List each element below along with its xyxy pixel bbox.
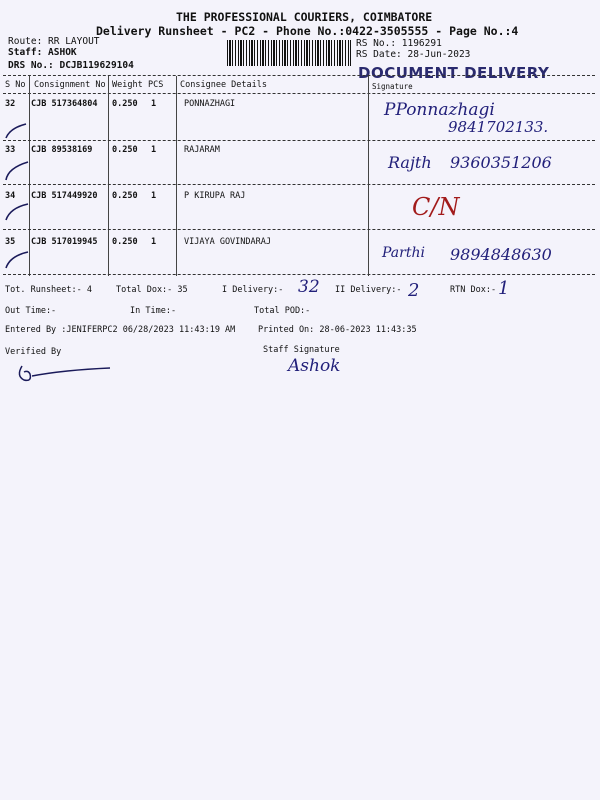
- row-divider: [3, 140, 595, 141]
- total-pod: Total POD:-: [254, 306, 311, 316]
- row-signature-phone: 9360351206: [450, 153, 552, 172]
- row-divider: [3, 184, 595, 185]
- col-divider: [368, 76, 369, 276]
- row-consignee: PONNAZHAGI: [184, 99, 236, 109]
- rs-number: RS No.: 1196291: [356, 38, 442, 49]
- tick-mark: [4, 200, 30, 224]
- row-sno: 33: [5, 145, 16, 155]
- col-divider: [176, 76, 177, 276]
- row-signature-phone: 9841702133.: [448, 118, 549, 136]
- row-sno: 32: [5, 99, 16, 109]
- row-weight: 0.250: [112, 145, 138, 155]
- rtn-dox: RTN Dox:-: [450, 285, 497, 295]
- ii-delivery: II Delivery:-: [335, 285, 402, 295]
- row-signature-phone: 9894848630: [450, 245, 552, 264]
- document-delivery-stamp: DOCUMENT DELIVERY: [358, 64, 550, 82]
- ii-delivery-value: 2: [408, 280, 420, 301]
- rtn-dox-value: 1: [498, 278, 510, 299]
- row-pcs: 1: [151, 145, 157, 155]
- col-sno: S No: [5, 80, 26, 90]
- row-consignee: VIJAYA GOVINDARAJ: [184, 237, 271, 247]
- tot-runsheet: Tot. Runsheet:- 4: [5, 285, 92, 295]
- staff-signature: Ashok: [288, 356, 341, 376]
- row-sno: 35: [5, 237, 16, 247]
- col-consignee: Consignee Details: [180, 80, 267, 90]
- staff-signature-label: Staff Signature: [263, 345, 340, 355]
- staff-label: Staff: ASHOK: [8, 47, 77, 58]
- row-pcs: 1: [151, 237, 157, 247]
- total-dox: Total Dox:- 35: [116, 285, 188, 295]
- col-consignment: Consignment No: [34, 80, 106, 90]
- row-sno: 34: [5, 191, 16, 201]
- out-time: Out Time:-: [5, 306, 57, 316]
- row-consignee: RAJARAM: [184, 145, 220, 155]
- entered-by: Entered By :JENIFERPC2 06/28/2023 11:43:19 AM: [5, 325, 236, 335]
- row-weight: 0.250: [112, 237, 138, 247]
- row-consignment: CJB 517449920: [31, 191, 98, 201]
- rs-date: RS Date: 28-Jun-2023: [356, 49, 471, 60]
- i-delivery: I Delivery:-: [222, 285, 284, 295]
- col-pcs: PCS: [148, 80, 164, 90]
- row-signature: PPonnazhagi: [384, 100, 495, 120]
- row-divider: [3, 229, 595, 230]
- barcode: [227, 40, 351, 66]
- row-divider: [3, 274, 595, 275]
- route-label: Route: RR LAYOUT: [8, 36, 100, 47]
- in-time: In Time:-: [130, 306, 177, 316]
- col-signature: Signature: [372, 82, 413, 91]
- row-signature: Parthi: [382, 245, 425, 261]
- row-signature: C/N: [412, 193, 460, 221]
- verified-by-label: Verified By: [5, 347, 62, 357]
- tick-mark: [4, 118, 28, 142]
- row-weight: 0.250: [112, 99, 138, 109]
- row-consignee: P KIRUPA RAJ: [184, 191, 246, 201]
- tick-mark: [4, 158, 30, 184]
- col-weight: Weight: [112, 80, 143, 90]
- tick-mark: [4, 248, 30, 272]
- row-pcs: 1: [151, 191, 157, 201]
- row-pcs: 1: [151, 99, 157, 109]
- printed-on: Printed On: 28-06-2023 11:43:35: [258, 325, 417, 335]
- row-consignment: CJB 89538169: [31, 145, 93, 155]
- row-weight: 0.250: [112, 191, 138, 201]
- row-signature: Rajth: [388, 153, 432, 172]
- table-top-rule: [3, 75, 595, 76]
- col-divider: [108, 76, 109, 276]
- verified-signature: [14, 356, 114, 386]
- company-name: THE PROFESSIONAL COURIERS, COIMBATORE: [176, 10, 433, 24]
- i-delivery-value: 32: [298, 277, 320, 297]
- row-consignment: CJB 517019945: [31, 237, 98, 247]
- drs-number: DRS No.: DCJB119629104: [8, 60, 134, 71]
- table-header-rule: [3, 93, 595, 94]
- runsheet-title: Delivery Runsheet - PC2 - Phone No.:0422-3505555 - Page No.:4: [96, 24, 519, 38]
- row-consignment: CJB 517364804: [31, 99, 98, 109]
